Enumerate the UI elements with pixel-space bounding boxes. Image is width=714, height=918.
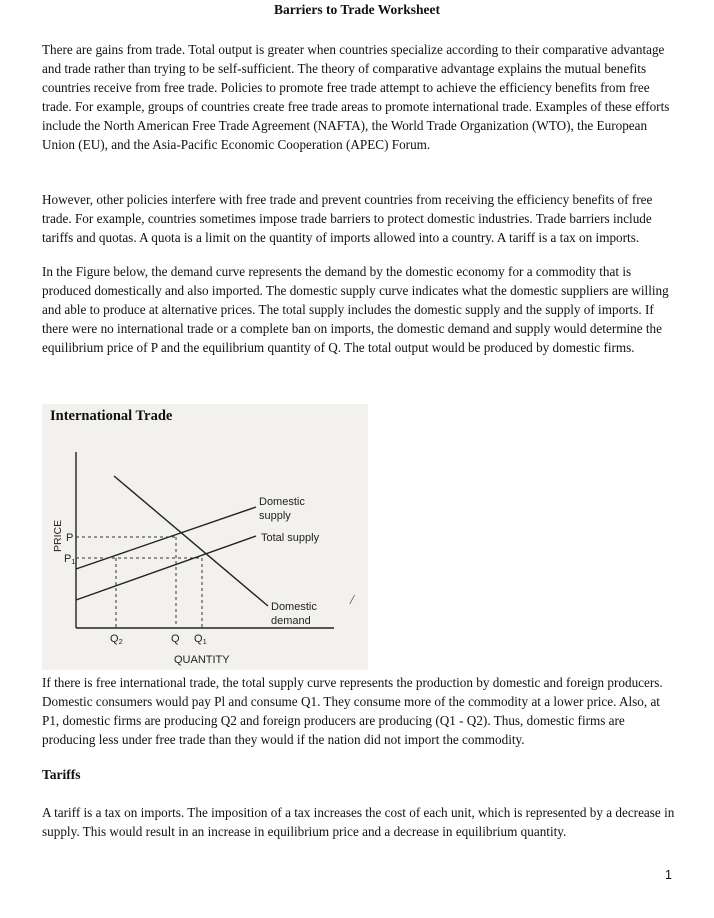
domestic-supply-label-line2: supply [259,510,291,522]
price-p-text: P [66,532,74,544]
total-supply-curve [76,536,256,600]
paragraph-figure-intro: In the Figure below, the demand curve represents the demand by the domestic economy for a commodity that is produced domestically and also imported. The domestic supply curve indicates what the domestic suppliers are willing and able to produce at alternative prices. The total supply includes the domestic supply and the supply of imports. If there were no international trade or a complete ban on imports, the domestic demand and supply would determine the equilibrium price of P and the equilibrium quantity of Q. The total output would be produced by domestic firms. [42,264,669,356]
paragraph-free-trade-effects: If there is free international trade, the total supply curve represents the production by domestic and foreign producers. Domestic consumers would pay Pl and consume Q1. They consume more of the commodity at a lower price. Also, at P1, domestic firms are producing Q2 and foreign producers are producing (Q1 - Q2). Thus, domestic firms are producing less under free trade than they would if the nation did not import the commodity. [42,675,663,748]
domestic-supply-label-line1: Domestic [259,496,305,508]
price-p1-text: P [64,553,72,565]
quantity-q1-label [194,633,207,646]
x-axis-label: QUANTITY [174,654,230,666]
quantity-q-label: Q [171,633,180,645]
total-supply-label: Total supply [261,532,320,544]
paragraph-gains-from-trade: There are gains from trade. Total output is greater when countries specialize according to their comparative advantage and trade rather than trying to be self-sufficient. The theory of comparative advantage explains the mutual benefits countries receive from free trade. Policies to promote free trade attempt to achieve the efficiency benefits from free trade. For example, groups of countries create free trade areas to promote international trade. Examples of these efforts include the North American Free Trade Agreement (NAFTA), the World Trade Organization (WTO), the European Union (EU), and the Asia-Pacific Economic Cooperation (APEC) Forum. [42,42,670,153]
y-axis-label: PRICE [52,519,64,552]
section-heading-tariffs: Tariffs [42,767,81,782]
price-p1-subscript: 1 [71,557,76,566]
paragraph-trade-barriers: However, other policies interfere with free trade and prevent countries from receiving the efficiency benefits of free trade. For example, countries sometimes impose trade barriers to protect domestic industries. Trade barriers include tariffs and quotas. A quota is a limit on the quantity of imports allowed into a country. A tariff is a tax on imports. [42,192,653,246]
paragraph-tariff-definition: A tariff is a tax on imports. The imposition of a tax increases the cost of each unit, which is represented by a decrease in supply. This would result in an increase in equilibrium price and a decrease in equilibrium quantity. [42,805,675,840]
quantity-q2-subscript: 2 [118,637,123,646]
domestic-demand-curve [114,476,268,606]
quantity-q1-subscript: 1 [202,637,207,646]
figure-title: International Trade [50,408,173,424]
supply-demand-diagram [42,404,368,670]
international-trade-figure [42,404,368,670]
domestic-supply-curve [76,507,256,569]
document-title: Barriers to Trade Worksheet [273,2,441,17]
domestic-demand-label-line1: Domestic [271,601,317,613]
quantity-q2-text: Q [110,633,119,645]
price-p1-label [64,553,76,566]
stray-mark: / [350,593,354,608]
page-number: 1 [665,868,672,882]
price-p-label [66,532,73,544]
quantity-q2-label [110,633,123,646]
quantity-q1-text: Q [194,633,203,645]
domestic-demand-label-line2: demand [271,615,311,627]
